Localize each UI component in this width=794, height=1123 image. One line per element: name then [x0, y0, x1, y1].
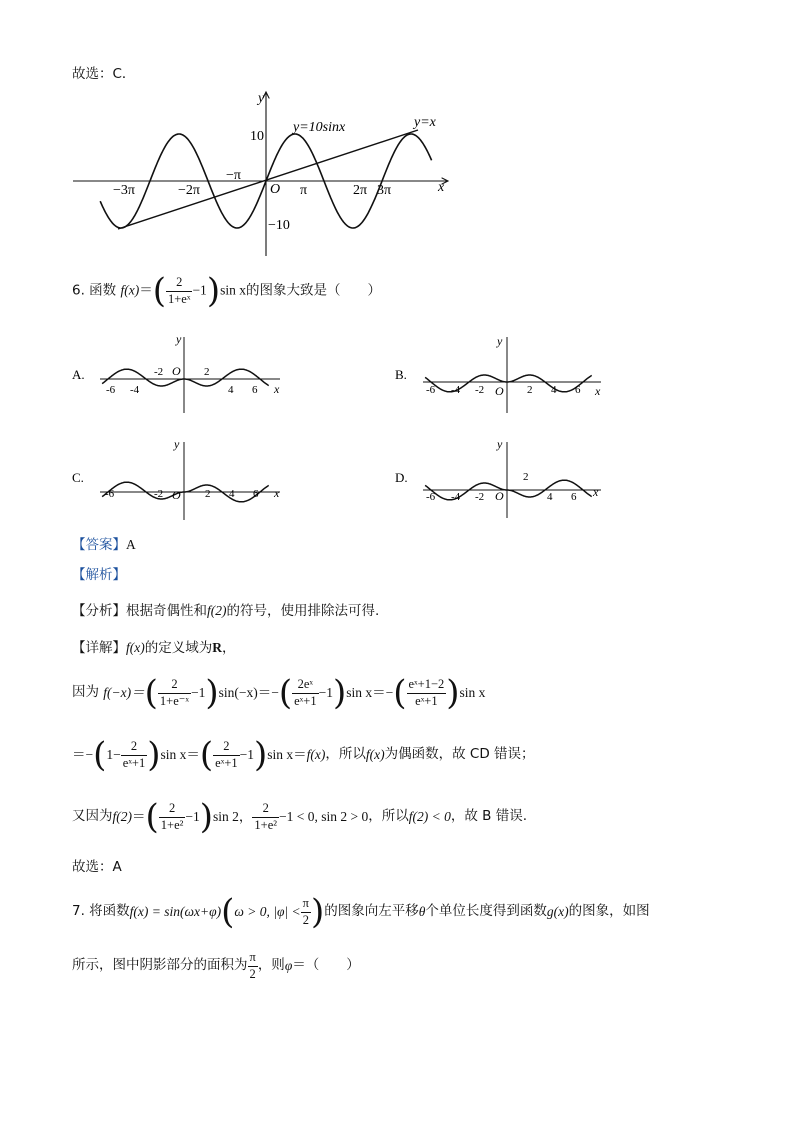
- origin: O: [495, 384, 504, 398]
- origin: O: [495, 489, 504, 503]
- tick: 2: [527, 384, 533, 396]
- option-d[interactable]: [395, 440, 625, 522]
- previous-answer: 故选：C．: [72, 66, 136, 82]
- option-a[interactable]: [72, 335, 302, 415]
- option-a-label: A.: [72, 367, 85, 382]
- tick: 2: [205, 488, 211, 500]
- tick: 6: [575, 384, 581, 396]
- option-c-label: C.: [72, 470, 84, 485]
- tick: -2: [154, 366, 164, 378]
- x-tick-2pi: 2π: [353, 183, 368, 198]
- analysis-heading: 【解析】: [72, 567, 126, 583]
- fenxi-line: 【分析】根据奇偶性和f(2)的符号，使用排除法可得.: [72, 603, 380, 619]
- x-label: x: [595, 384, 601, 398]
- sine-line-figure: [70, 88, 460, 260]
- final-answer: 故选：A: [72, 859, 122, 875]
- origin: O: [172, 488, 181, 502]
- tick: -2: [475, 491, 485, 503]
- tick: -4: [451, 384, 461, 396]
- y-axis-label: y: [258, 91, 265, 106]
- y-label: y: [497, 335, 503, 348]
- tick: 4: [551, 384, 557, 396]
- y-label: y: [174, 440, 180, 451]
- y-label: y: [176, 335, 182, 346]
- question-7-line2: 所示，图中阴影部分的面积为 $\frac{\pi}{2}$ ，则φ＝（ ）: [72, 950, 360, 981]
- tick: 6: [253, 488, 259, 500]
- option-d-label: D.: [395, 470, 408, 485]
- x-tick-neg2pi: −2π: [178, 183, 200, 198]
- tick: -6: [426, 384, 436, 396]
- tick: -2: [154, 488, 164, 500]
- x-tick-3pi: 3π: [377, 183, 392, 198]
- derivation-3: 又因为f(2)＝( $\frac{2}{\text{1+e²}}$ −1)sin 2， $\frac{2}{\text{1+e²}}$ −1 < 0, sin 2 > 0，所以f(2) < 0，故 B 错误.: [72, 797, 527, 837]
- derivation-2: ＝−(1− $\frac{2}{\text{eˣ+1}}$ )sin x＝( $\frac{2}{\text{eˣ+1}}$ −1)sin x＝f(x)，所以f(x)为偶函数，故 CD 错误；: [72, 735, 535, 775]
- option-b[interactable]: [395, 335, 625, 415]
- tick: -6: [106, 384, 116, 396]
- line-label: y=x: [414, 115, 436, 130]
- x-tick-pi: π: [300, 183, 308, 198]
- tick: 4: [547, 491, 553, 503]
- origin-label: O: [270, 182, 281, 197]
- x-label: x: [593, 485, 599, 499]
- tick: 2: [523, 471, 529, 483]
- question-6: 6. 函数 f(x)＝( $\frac{2}{\text{1+eˣ}}$ −1)sin x的图象大致是（ ）: [72, 271, 381, 311]
- xiangjie-line: 【详解】f(x)的定义域为R，: [72, 640, 236, 656]
- y-tick-neg10: −10: [268, 218, 290, 233]
- tick: -4: [451, 491, 461, 503]
- question-7-line1: 7. 将函数f(x) = sin(ωx+φ)(ω > 0, |φ| < $\frac{\pi}{2}$ )的图象向左平移θ个单位长度得到函数g(x)的图象，如图: [72, 892, 650, 932]
- x-label: x: [274, 486, 280, 500]
- curve-label: y=10sinx: [293, 120, 346, 135]
- line-y-equals-x: [118, 130, 418, 229]
- tick: 4: [229, 488, 235, 500]
- tick: -4: [130, 384, 140, 396]
- option-b-label: B.: [395, 367, 407, 382]
- tick: 6: [252, 384, 258, 396]
- x-tick-neg3pi: −3π: [113, 183, 135, 198]
- tick: -2: [475, 384, 485, 396]
- origin: O: [172, 364, 181, 378]
- tick: -6: [426, 491, 436, 503]
- x-tick-negpi: −π: [226, 168, 241, 183]
- tick: 4: [228, 384, 234, 396]
- tick: -6: [105, 488, 115, 500]
- y-label: y: [497, 440, 503, 451]
- tick: 6: [571, 491, 577, 503]
- x-axis-label: x: [438, 180, 445, 195]
- tick: 2: [204, 366, 210, 378]
- option-c[interactable]: [72, 440, 302, 522]
- answer-line: 【答案】A: [72, 537, 136, 553]
- y-tick-10: 10: [250, 129, 264, 144]
- x-label: x: [274, 382, 280, 396]
- derivation-1: 因为 f(−x)＝( $\frac{2}{\text{1+e⁻ˣ}}$ −1)sin(−x)＝−( $\frac{\text{2eˣ}}{\text{eˣ+1}}$ −1)sin x＝−( $\frac{\text{eˣ+1−2}}{\text{eˣ+1}}$ )sin x: [72, 673, 486, 713]
- curve: [102, 369, 269, 386]
